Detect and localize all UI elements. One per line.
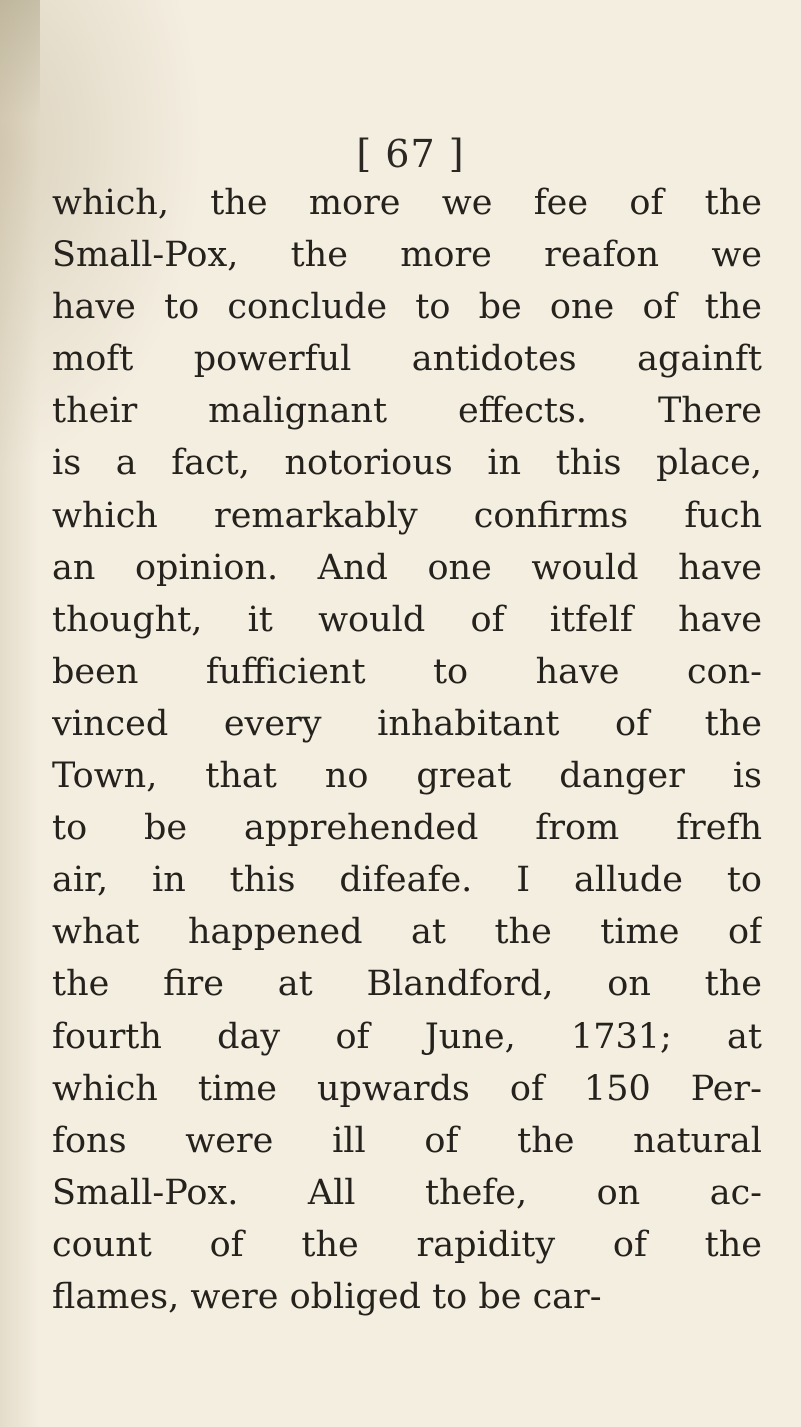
text-line: fourth day of June, 1731; at <box>52 1016 762 1057</box>
text-line: to be apprehended from frefh <box>52 808 762 849</box>
text-line: Small-Pox, the more reafon we <box>52 235 762 276</box>
text-line: Small-Pox. All thefe, on ac- <box>52 1172 762 1213</box>
text-line: what happened at the time of <box>52 912 762 953</box>
text-line: fons were ill of the natural <box>52 1120 762 1161</box>
text-line: have to conclude to be one of the <box>52 287 762 328</box>
page-number: [ 67 ] <box>356 132 465 176</box>
text-line: thought, it would of itfelf have <box>52 599 762 640</box>
text-line: which remarkably confirms fuch <box>52 495 762 536</box>
page-edge-stain <box>0 0 40 120</box>
text-line: which, the more we fee of the <box>52 183 762 223</box>
text-line: is a fact, notorious in this place, <box>52 443 762 484</box>
text-line: the fire at Blandford, on the <box>52 964 762 1005</box>
text-line: been fufficient to have con- <box>52 651 762 692</box>
body-text <box>52 177 762 1323</box>
text-line: an opinion. And one would have <box>52 547 762 588</box>
text-line: moft powerful antidotes againft <box>52 339 762 380</box>
text-line: their malignant effects. There <box>52 391 762 432</box>
text-line: count of the rapidity of the <box>52 1224 762 1265</box>
text-line: air, in this difeafe. I allude to <box>52 860 762 901</box>
text-line: flames, were obliged to be car- <box>52 1276 602 1317</box>
text-line: vinced every inhabitant of the <box>52 703 762 744</box>
text-line: Town, that no great danger is <box>52 756 762 797</box>
text-line: which time upwards of 150 Per- <box>52 1068 762 1109</box>
